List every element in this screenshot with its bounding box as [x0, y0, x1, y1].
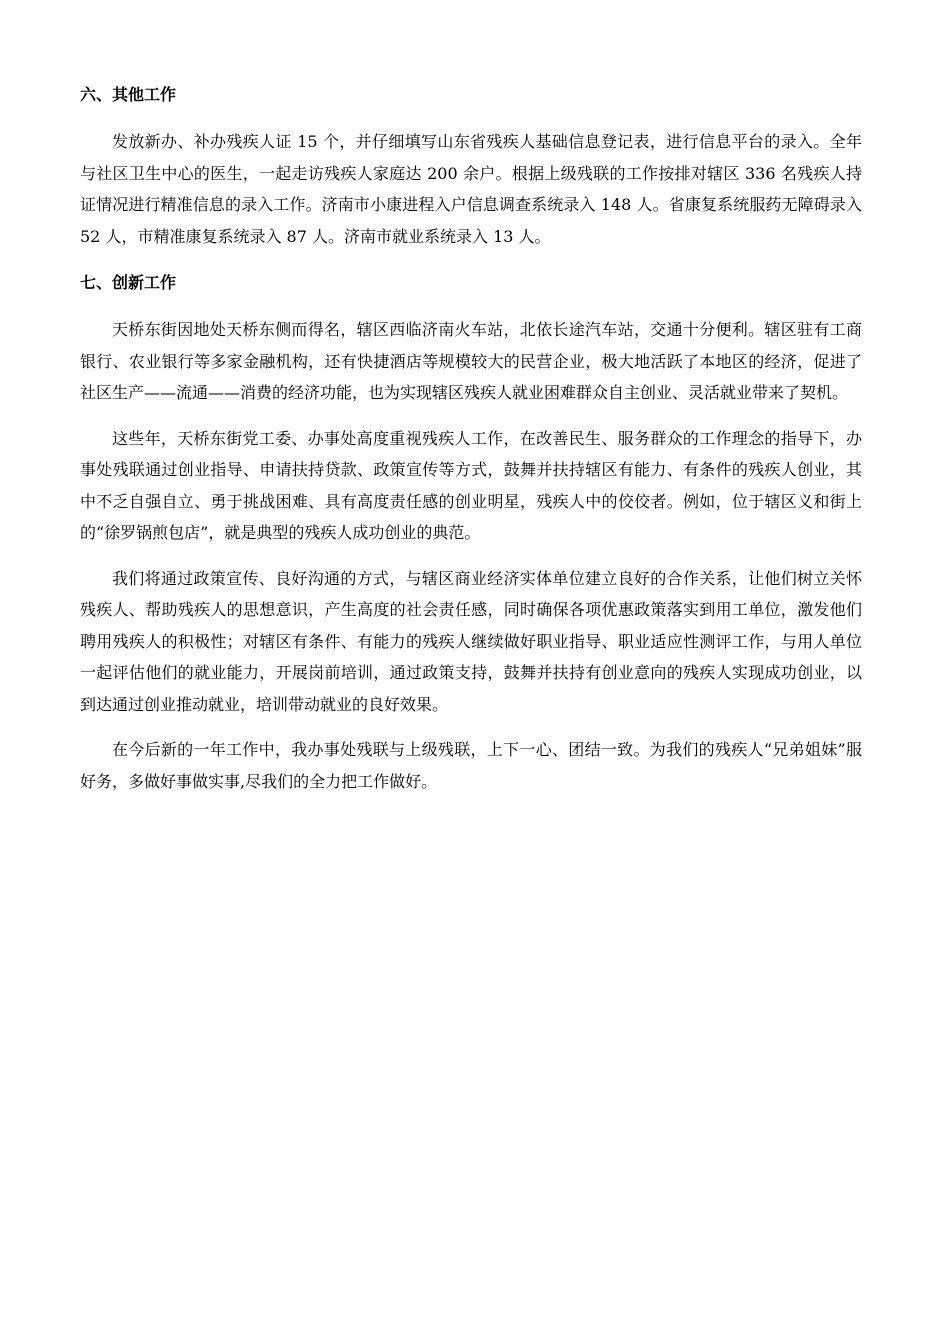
paragraph: 这些年，天桥东街党工委、办事处高度重视残疾人工作，在改善民生、服务群众的工作理念的指导下，办事处残联通过创业指导、申请扶持贷款、政策宣传等方式，鼓舞并扶持辖区有能力、有条件的残疾人创业，其中不乏自强自立、勇于挑战困难、具有高度责任感的创业明星，残疾人中的佼佼者。例如，位于辖区义和街上的“徐罗锅煎包店”，就是典型的残疾人成功创业的典范。	[80, 428, 862, 542]
paragraph: 天桥东街因地处天桥东侧而得名，辖区西临济南火车站，北依长途汽车站，交通十分便利。辖区驻有工商银行、农业银行等多家金融机构，还有快捷酒店等规模较大的民营企业，极大地活跃了本地区的经济，促进了社区生产——流通——消费的经济功能，也为实现辖区残疾人就业困难群众自主创业、灵活就业带来了契机。	[80, 320, 862, 402]
paragraph: 发放新办、补办残疾人证 15 个，并仔细填写山东省残疾人基础信息登记表，进行信息平台的录入。全年与社区卫生中心的医生，一起走访残疾人家庭达 200 余户。根据上级残联的工作按排对辖区 336 名残疾人持证情况进行精准信息的录入工作。济南市小康进程入户信息调查系统录入 148 人。省康复系统服药无障碍录入 52 人，市精准康复系统录入 87 人。济南市就业系统录入 13 人。	[80, 132, 862, 246]
section-innovation-work	[80, 266, 862, 797]
paragraph: 在今后新的一年工作中，我办事处残联与上级残联，上下一心、团结一致。为我们的残疾人“兄弟姐妹”服好务，多做好事做实事,尽我们的全力把工作做好。	[80, 740, 862, 791]
paragraph: 我们将通过政策宣传、良好沟通的方式，与辖区商业经济实体单位建立良好的合作关系，让他们树立关怀残疾人、帮助残疾人的思想意识，产生高度的社会责任感，同时确保各项优惠政策落实到用工单位，激发他们聘用残疾人的积极性；对辖区有条件、有能力的残疾人继续做好职业指导、职业适应性测评工作，与用人单位一起评估他们的就业能力，开展岗前培训，通过政策支持，鼓舞并扶持有创业意向的残疾人实现成功创业，以到达通过创业推动就业，培训带动就业的良好效果。	[80, 568, 862, 714]
section-heading: 六、其他工作	[80, 85, 177, 104]
section-heading: 七、创新工作	[80, 273, 177, 292]
section-other-work	[80, 78, 862, 252]
